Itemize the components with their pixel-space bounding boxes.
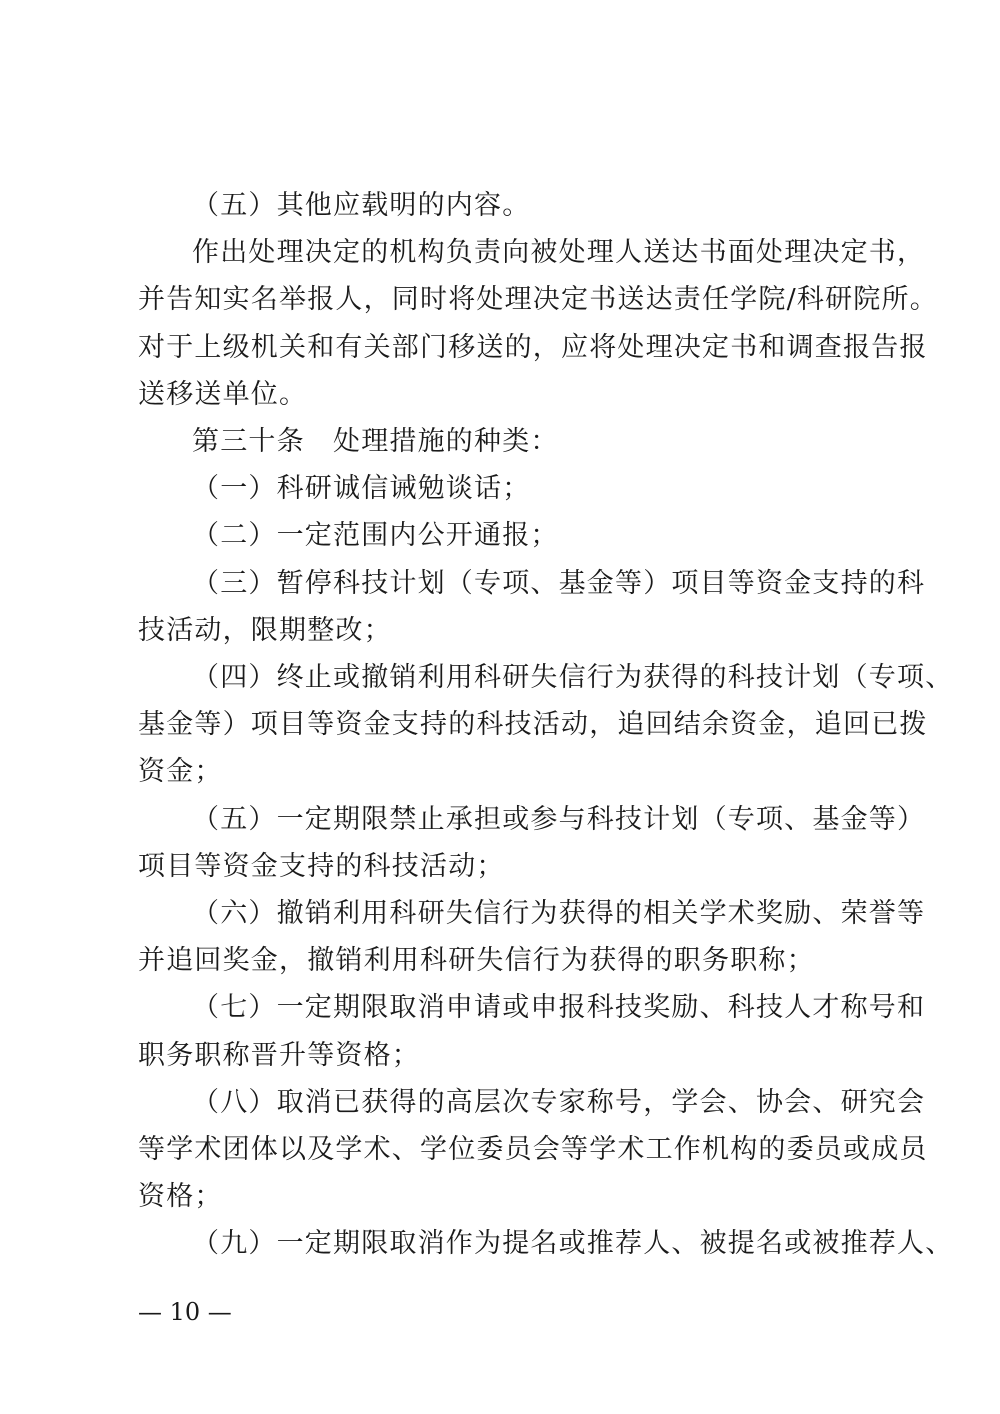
text-line: 等学术团体以及学术、学位委员会等学术工作机构的委员或成员	[138, 1134, 928, 1166]
measure-item-9	[138, 1220, 954, 1267]
text-line: （五）一定期限禁止承担或参与科技计划（专项、基金等）	[192, 803, 926, 835]
text-line: （五）其他应载明的内容。	[192, 190, 531, 221]
text-line: （二）一定范围内公开通报；	[192, 520, 559, 552]
page-number: — 10 —	[138, 1298, 232, 1326]
text-line: （三）暂停科技计划（专项、基金等）项目等资金支持的科	[192, 567, 926, 599]
text-line: （四）终止或撤销利用科研失信行为获得的科技计划（专项、	[192, 662, 954, 694]
article-30-heading	[138, 418, 882, 465]
text-line: （六）撤销利用科研失信行为获得的相关学术奖励、荣誉等	[192, 898, 926, 930]
measure-item-3	[138, 560, 926, 654]
text-line: 送移送单位。	[138, 378, 308, 410]
text-line: 项目等资金支持的科技活动；	[138, 850, 505, 882]
measure-item-8	[138, 1079, 928, 1221]
text-line: 技活动，限期整改；	[138, 614, 392, 646]
text-line: 职务职称晋升等资格；	[138, 1039, 420, 1071]
measure-item-1	[138, 465, 882, 512]
text-line: 并告知实名举报人，同时将处理决定书送达责任学院/科研院所。	[138, 284, 938, 316]
paragraph-item-5-other	[138, 182, 882, 229]
text-line: （七）一定期限取消申请或申报科技奖励、科技人才称号和	[192, 992, 926, 1024]
measure-item-5	[138, 796, 926, 890]
text-line: （九）一定期限取消作为提名或推荐人、被提名或被推荐人、	[192, 1228, 954, 1260]
text-line: （一）科研诚信诫勉谈话；	[192, 473, 531, 505]
text-line: 作出处理决定的机构负责向被处理人送达书面处理决定书，	[192, 237, 926, 269]
text-line: 并追回奖金，撤销利用科研失信行为获得的职务职称；	[138, 945, 815, 977]
text-line: 资金；	[138, 756, 223, 788]
measure-item-6	[138, 890, 926, 984]
paragraph-delivery	[138, 229, 938, 418]
measure-item-4	[138, 654, 954, 796]
measure-item-7	[138, 984, 926, 1078]
text-line: 第三十条 处理措施的种类：	[192, 426, 559, 458]
text-line: 基金等）项目等资金支持的科技活动，追回结余资金，追回已拨	[138, 709, 928, 741]
measure-item-2	[138, 512, 882, 559]
text-line: 资格；	[138, 1181, 223, 1213]
text-line: （八）取消已获得的高层次专家称号，学会、协会、研究会	[192, 1086, 926, 1118]
body-text	[138, 182, 954, 1268]
text-line: 对于上级机关和有关部门移送的，应将处理决定书和调查报告报	[138, 331, 928, 363]
